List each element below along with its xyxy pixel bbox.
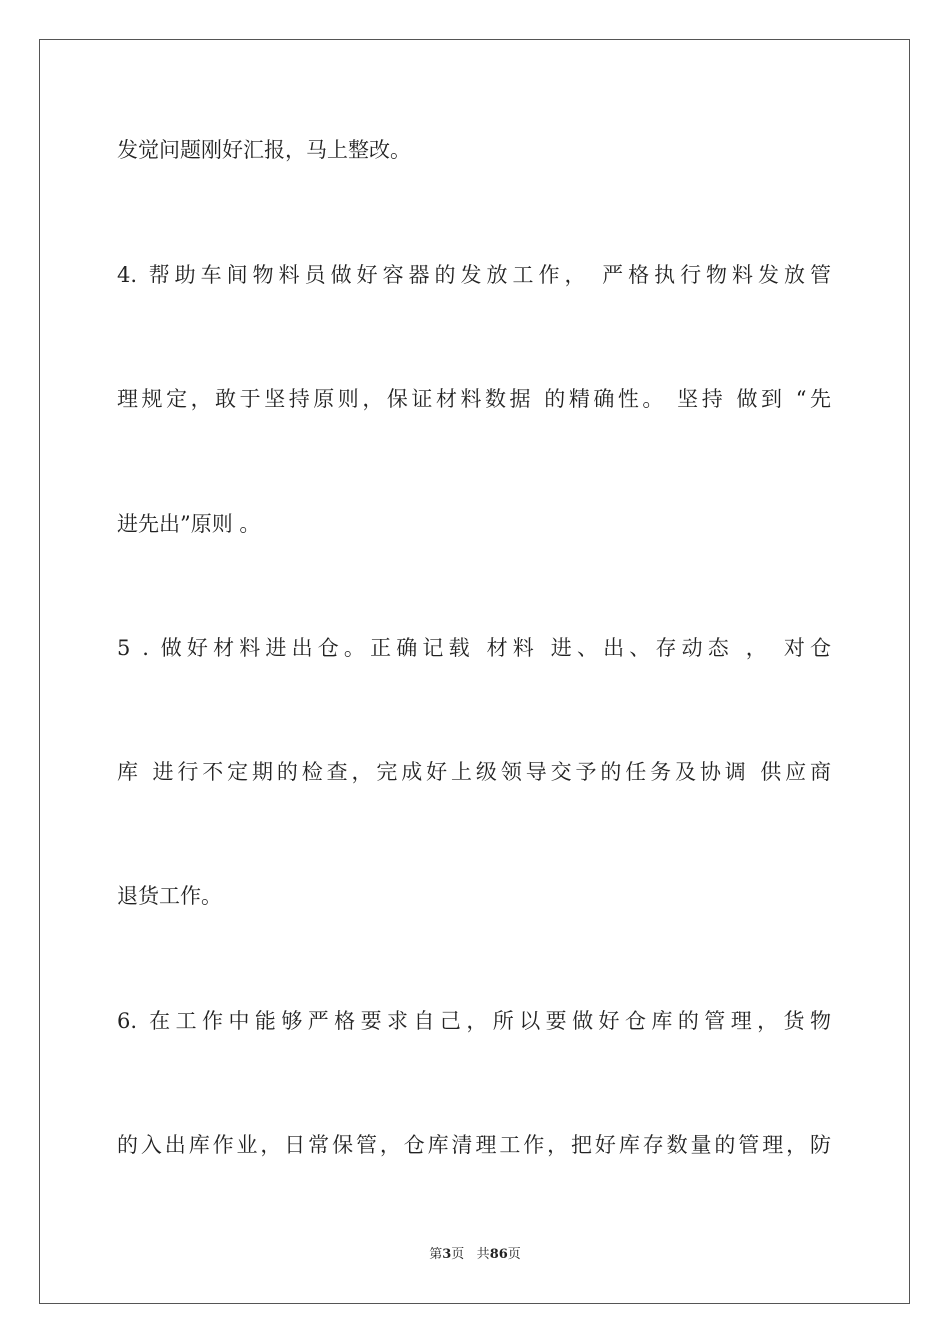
footer-total-suffix: 页 [507, 1247, 521, 1262]
body-text-line-8: 6. 在工作中能够严格要求自己，所以要做好仓库的管理，货物 [117, 1009, 831, 1033]
body-text-line-2: 4. 帮助车间物料员做好容器的发放工作， 严格执行物料发放管 [117, 263, 831, 287]
page-border [39, 39, 910, 1304]
footer-total-prefix: 共 [476, 1247, 490, 1262]
body-text-line-3: 理规定，敢于坚持原则，保证材料数据 的精确性。 坚持 做到 “先 [117, 387, 831, 411]
footer-page-prefix: 第 [429, 1247, 443, 1262]
body-text-line-5: 5 . 做好材料进出仓。正确记载 材料 进、出、存动态 ， 对仓 [117, 636, 831, 660]
page-footer [0, 1246, 950, 1264]
footer-page-suffix: 页 [451, 1247, 465, 1262]
footer-total-pages: 86 [489, 1247, 508, 1262]
footer-page-number: 3 [442, 1247, 452, 1262]
body-text-line-9: 的入出库作业，日常保管，仓库清理工作，把好库存数量的管理，防 [117, 1133, 831, 1157]
body-text-line-4: 进先出”原则 。 [117, 512, 261, 536]
body-text-line-7: 退货工作。 [117, 884, 222, 908]
body-text-line-1: 发觉问题刚好汇报，马上整改。 [117, 138, 411, 162]
body-text-line-6: 库 进行不定期的检查，完成好上级领导交予的任务及协调 供应商 [117, 760, 831, 784]
